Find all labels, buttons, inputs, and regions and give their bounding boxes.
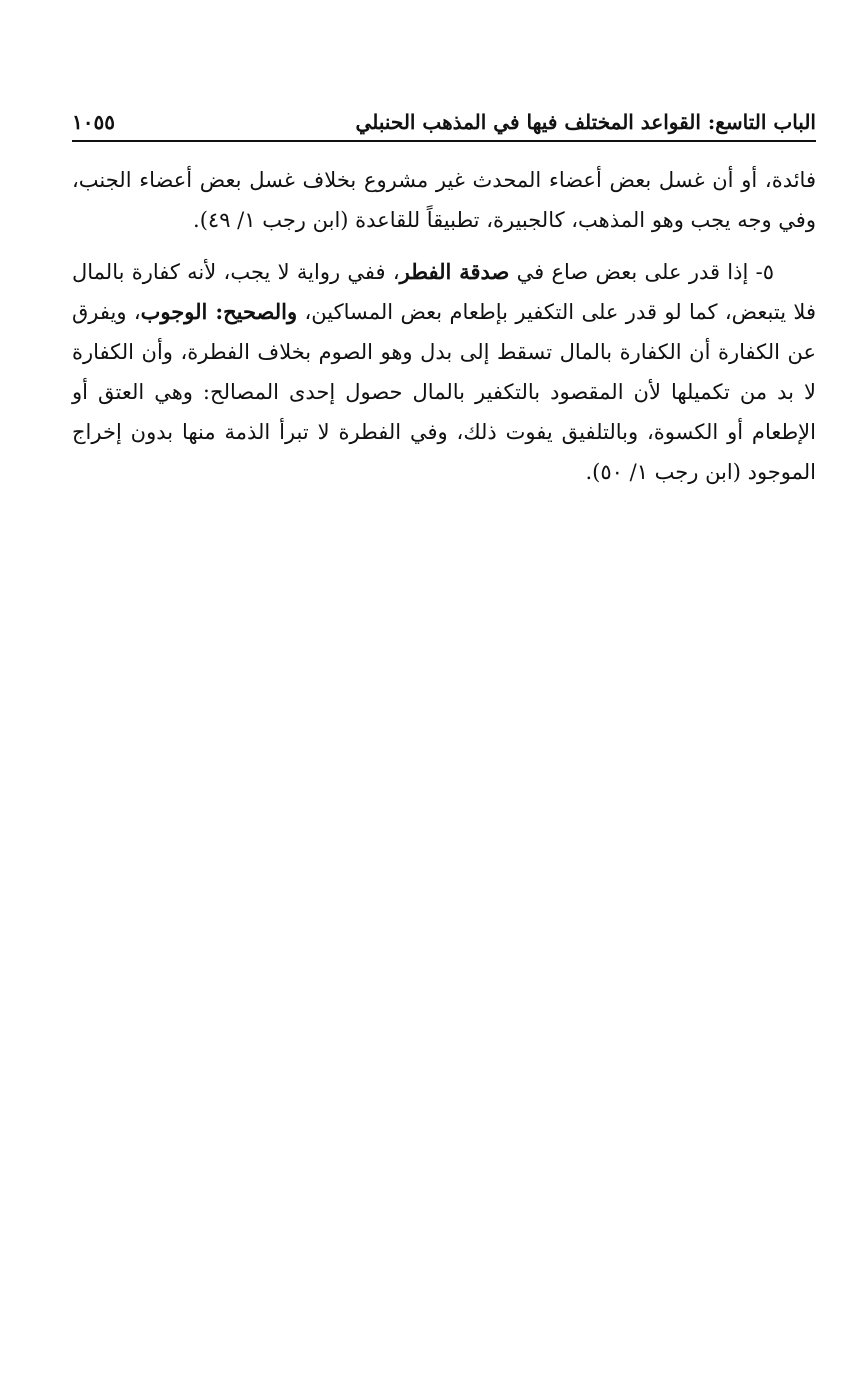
page-number: ١٠٥٥ [72, 110, 115, 134]
running-header [72, 100, 816, 142]
chapter-title: الباب التاسع: القواعد المختلف فيها في المذهب الحنبلي [355, 110, 816, 134]
paragraph-text-part: ٥- إذا قدر على بعض صاع في [509, 260, 774, 284]
paragraph-continuation [72, 160, 816, 240]
page-body [72, 160, 816, 492]
bold-term-sadaqat-al-fitr: صدقة الفطر [399, 259, 510, 284]
paragraph-text: فائدة، أو أن غسل بعض أعضاء المحدث غير مشروع بخلاف غسل بعض أعضاء الجنب، وفي وجه يجب وهو المذهب، كالجبيرة، تطبيقاً للقاعدة (ابن رجب ١/ ٤٩). [72, 168, 816, 232]
paragraph-text-part: ، ويفرق عن الكفارة أن الكفارة بالمال تسقط إلى بدل وهو الصوم بخلاف الفطرة، وأن الكفارة لا بد من تكميلها لأن المقصود بالتكفير بالمال حصول إحدى المصالح: وهي العتق أو الإطعام أو الكسوة، وبالتلفيق يفوت ذلك، وفي الفطرة لا تبرأ الذمة منها بدون إخراج الموجود (ابن رجب ١/ ٥٠). [72, 300, 816, 484]
paragraph-item-5 [72, 252, 816, 492]
paragraph-text-part: ، ففي رواية لا يجب، لأنه كفارة بالمال فلا يتبعض، كما لو قدر على التكفير بإطعام بعض المساكين، [72, 260, 816, 324]
book-page [72, 100, 816, 492]
bold-term-preferred-ruling: والصحيح: الوجوب [140, 299, 298, 324]
